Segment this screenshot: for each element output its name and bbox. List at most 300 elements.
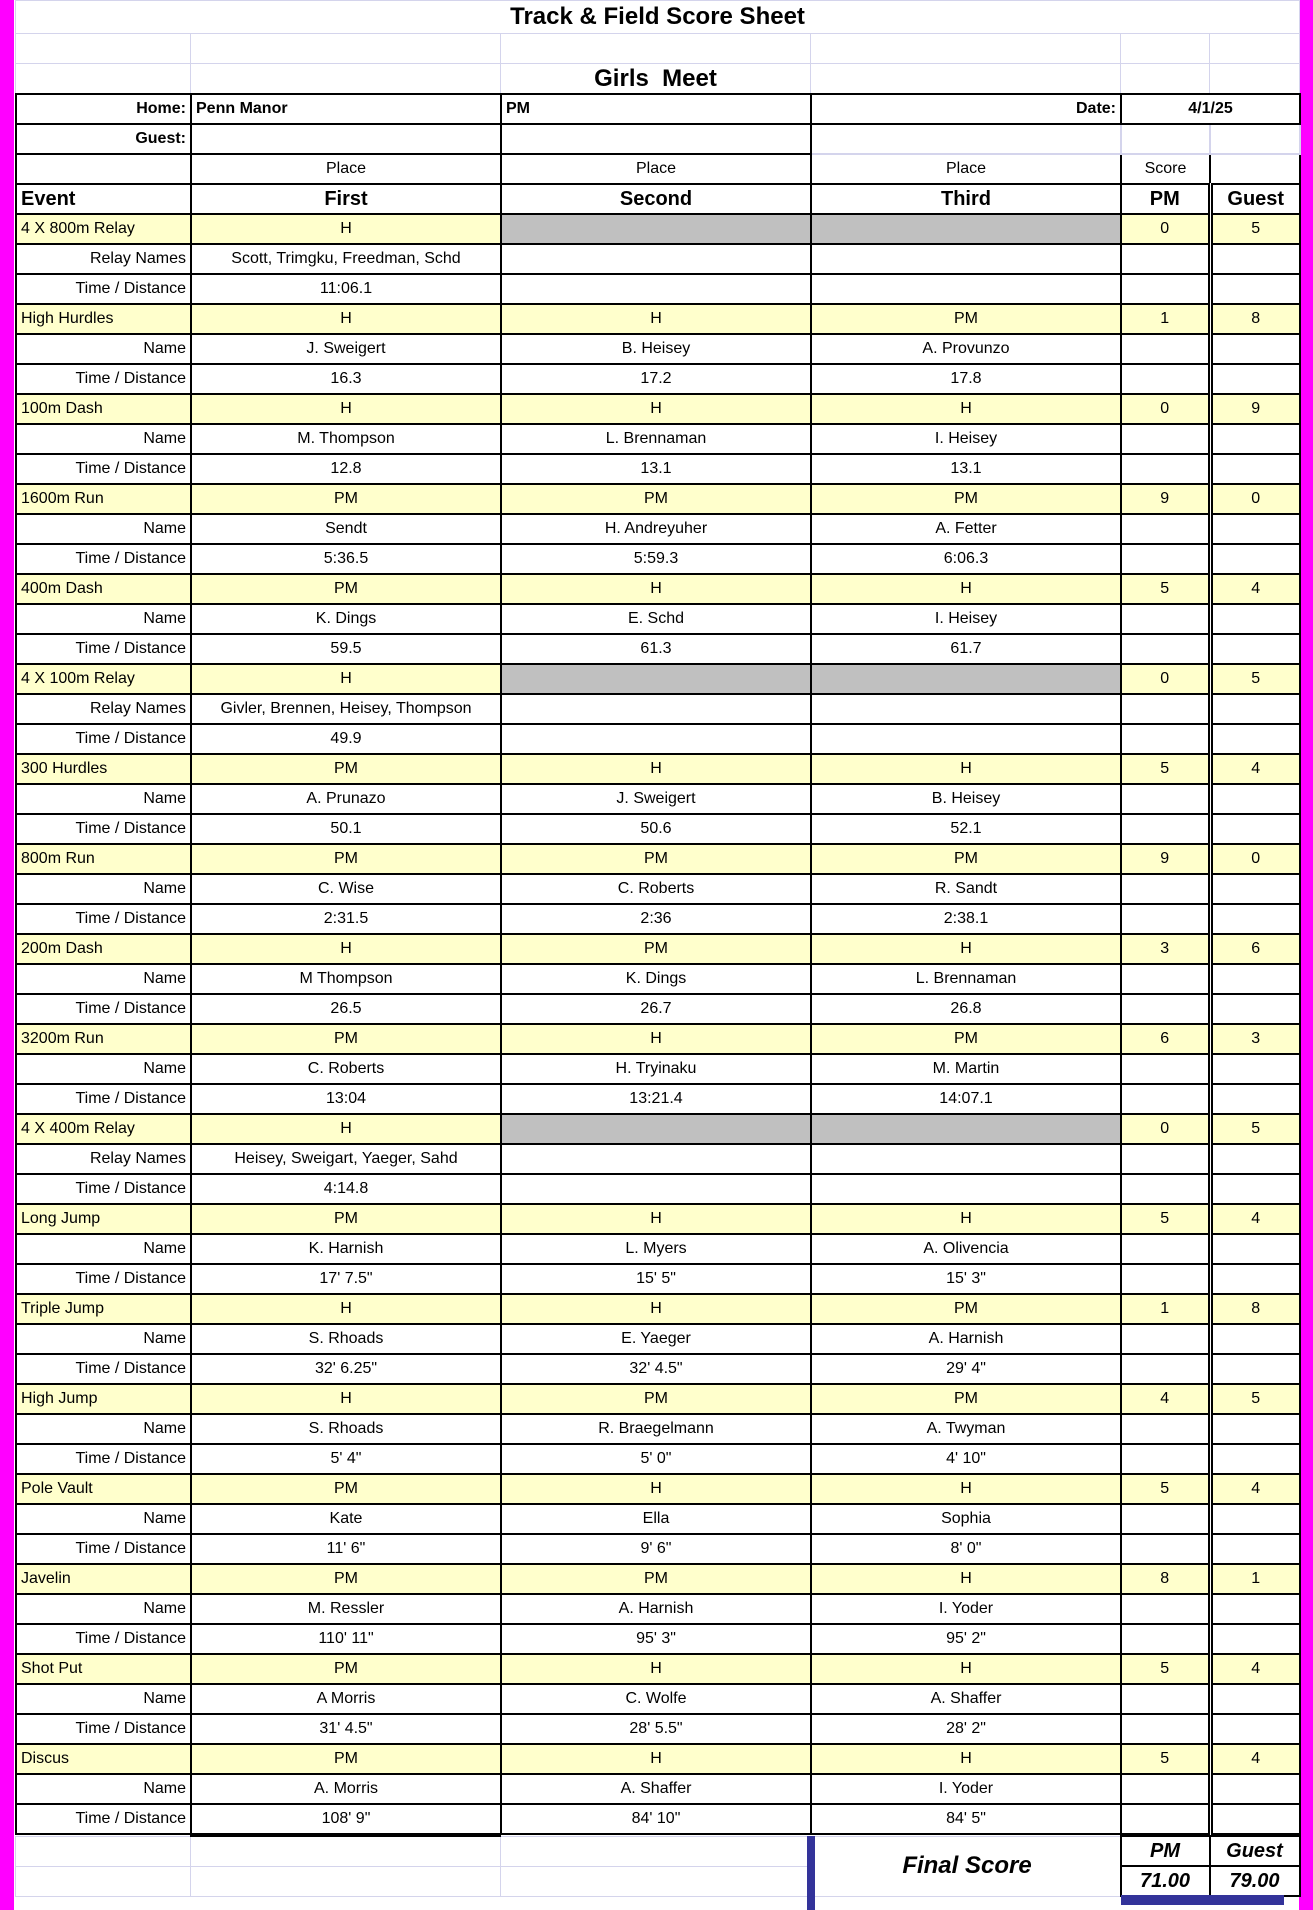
athlete-name[interactable]: A. Fetter [811, 514, 1121, 544]
athlete-name[interactable] [811, 694, 1121, 724]
time-distance-value[interactable]: 13.1 [811, 454, 1121, 484]
event-name: Shot Put [16, 1654, 191, 1684]
blank-cell[interactable] [1210, 1504, 1300, 1534]
time-distance-value[interactable]: 84' 5" [811, 1804, 1121, 1834]
time-distance-value[interactable]: 9' 6" [501, 1534, 811, 1564]
guest-score[interactable]: 9 [1210, 394, 1300, 424]
third-place-team[interactable]: H [811, 574, 1121, 604]
first-place-team[interactable]: PM [191, 1474, 501, 1504]
third-place-team[interactable]: PM [811, 844, 1121, 874]
blank-cell[interactable] [1121, 454, 1210, 484]
athlete-name[interactable]: A. Olivencia [811, 1234, 1121, 1264]
blank-cell[interactable] [1210, 1174, 1300, 1204]
third-place-team[interactable]: H [811, 1744, 1121, 1774]
guest-score[interactable]: 5 [1210, 214, 1300, 244]
second-place-team[interactable]: H [501, 304, 811, 334]
time-distance-value[interactable]: 26.5 [191, 994, 501, 1024]
third-place-team[interactable]: H [811, 1204, 1121, 1234]
second-place-team[interactable]: H [501, 1024, 811, 1054]
blank-cell[interactable] [1210, 1144, 1300, 1174]
time-distance-value[interactable]: 13:21.4 [501, 1084, 811, 1114]
blank-cell[interactable] [501, 1836, 811, 1866]
blank-cell[interactable] [1210, 1264, 1300, 1294]
athlete-name[interactable]: A. Shaffer [811, 1684, 1121, 1714]
athlete-name[interactable] [501, 1144, 811, 1174]
time-distance-value[interactable]: 17.2 [501, 364, 811, 394]
time-distance-value[interactable]: 15' 3" [811, 1264, 1121, 1294]
athlete-name[interactable]: S. Rhoads [191, 1414, 501, 1444]
guest-score[interactable]: 3 [1210, 1024, 1300, 1054]
blank-cell[interactable] [1121, 724, 1210, 754]
blank-cell[interactable] [501, 34, 811, 64]
blank-cell[interactable] [1121, 1804, 1210, 1834]
athlete-name[interactable]: C. Roberts [191, 1054, 501, 1084]
blank-cell[interactable] [1121, 1594, 1210, 1624]
time-distance-value[interactable]: 28' 5.5" [501, 1714, 811, 1744]
time-distance-value[interactable]: 59.5 [191, 634, 501, 664]
third-place-team[interactable]: PM [811, 484, 1121, 514]
pm-score[interactable]: 9 [1121, 844, 1210, 874]
blank-cell[interactable] [1121, 1624, 1210, 1654]
blank-cell[interactable] [1121, 1054, 1210, 1084]
athlete-name[interactable]: C. Wolfe [501, 1684, 811, 1714]
first-place-team[interactable]: PM [191, 1204, 501, 1234]
pm-score[interactable]: 5 [1121, 1204, 1210, 1234]
time-distance-value[interactable]: 5:59.3 [501, 544, 811, 574]
pm-score[interactable]: 0 [1121, 1114, 1210, 1144]
blank-cell[interactable] [1210, 1444, 1300, 1474]
first-place-team[interactable]: PM [191, 1654, 501, 1684]
athlete-name[interactable]: K. Dings [191, 604, 501, 634]
athlete-name[interactable]: M. Thompson [191, 424, 501, 454]
second-place-team[interactable]: PM [501, 484, 811, 514]
time-distance-value[interactable]: 12.8 [191, 454, 501, 484]
athlete-name[interactable]: B. Heisey [811, 784, 1121, 814]
athlete-name[interactable] [501, 244, 811, 274]
blank-cell[interactable] [1121, 784, 1210, 814]
time-distance-value[interactable]: 14:07.1 [811, 1084, 1121, 1114]
second-place-team[interactable]: PM [501, 1564, 811, 1594]
guest-score[interactable]: 0 [1210, 844, 1300, 874]
time-distance-value[interactable]: 52.1 [811, 814, 1121, 844]
athlete-name[interactable]: E. Yaeger [501, 1324, 811, 1354]
blank-cell[interactable] [1121, 1714, 1210, 1744]
guest-score[interactable]: 1 [1210, 1564, 1300, 1594]
athlete-name[interactable]: I. Heisey [811, 604, 1121, 634]
blank-cell[interactable] [1121, 514, 1210, 544]
guest-team[interactable] [191, 124, 501, 154]
pm-score[interactable]: 3 [1121, 934, 1210, 964]
athlete-name[interactable]: C. Wise [191, 874, 501, 904]
time-distance-value[interactable]: 32' 6.25" [191, 1354, 501, 1384]
first-place-team[interactable]: H [191, 304, 501, 334]
athlete-name[interactable]: Ella [501, 1504, 811, 1534]
time-distance-value[interactable]: 28' 2" [811, 1714, 1121, 1744]
blank-cell[interactable] [1210, 334, 1300, 364]
time-distance-value[interactable]: 13:04 [191, 1084, 501, 1114]
time-distance-value[interactable]: 11:06.1 [191, 274, 501, 304]
pm-score[interactable]: 1 [1121, 1294, 1210, 1324]
athlete-name[interactable]: A. Provunzo [811, 334, 1121, 364]
athlete-name[interactable]: A. Prunazo [191, 784, 501, 814]
first-place-team[interactable]: H [191, 394, 501, 424]
blank-cell[interactable] [1210, 64, 1300, 94]
blank-cell[interactable] [1210, 904, 1300, 934]
guest-abbrev[interactable] [501, 124, 811, 154]
athlete-name[interactable]: M Thompson [191, 964, 501, 994]
first-place-team[interactable]: PM [191, 1564, 501, 1594]
athlete-name[interactable]: I. Heisey [811, 424, 1121, 454]
blank-cell[interactable] [1121, 1414, 1210, 1444]
time-distance-value[interactable]: 31' 4.5" [191, 1714, 501, 1744]
time-distance-value[interactable]: 2:36 [501, 904, 811, 934]
third-place-team[interactable]: H [811, 1654, 1121, 1684]
second-place-team[interactable]: H [501, 1204, 811, 1234]
second-place-team[interactable]: H [501, 1294, 811, 1324]
pm-score[interactable]: 5 [1121, 1654, 1210, 1684]
blank-cell[interactable] [1121, 1324, 1210, 1354]
blank-cell[interactable] [811, 34, 1121, 64]
pm-score[interactable]: 5 [1121, 1474, 1210, 1504]
athlete-name[interactable]: L. Brennaman [811, 964, 1121, 994]
blank-cell[interactable] [1121, 1684, 1210, 1714]
second-place-team[interactable]: H [501, 754, 811, 784]
guest-score[interactable]: 4 [1210, 1204, 1300, 1234]
time-distance-value[interactable] [501, 1174, 811, 1204]
pm-score[interactable]: 0 [1121, 214, 1210, 244]
time-distance-value[interactable]: 6:06.3 [811, 544, 1121, 574]
athlete-name[interactable]: M. Ressler [191, 1594, 501, 1624]
blank-cell[interactable] [1121, 34, 1210, 64]
time-distance-value[interactable]: 15' 5" [501, 1264, 811, 1294]
blank-cell[interactable] [1121, 694, 1210, 724]
blank-cell[interactable] [1210, 34, 1300, 64]
time-distance-value[interactable]: 4:14.8 [191, 1174, 501, 1204]
third-place-team[interactable]: H [811, 754, 1121, 784]
time-distance-value[interactable] [811, 724, 1121, 754]
pm-score[interactable]: 9 [1121, 484, 1210, 514]
blank-cell[interactable] [1210, 604, 1300, 634]
pm-score[interactable]: 0 [1121, 394, 1210, 424]
blank-cell[interactable] [1210, 724, 1300, 754]
blank-cell[interactable] [1121, 1354, 1210, 1384]
first-place-team[interactable]: PM [191, 844, 501, 874]
third-place-team[interactable] [811, 664, 1121, 694]
athlete-name[interactable]: R. Braegelmann [501, 1414, 811, 1444]
blank-cell[interactable] [1210, 1054, 1300, 1084]
blank-cell[interactable] [501, 1866, 811, 1896]
time-distance-value[interactable] [501, 274, 811, 304]
pm-score[interactable]: 8 [1121, 1564, 1210, 1594]
third-place-team[interactable] [811, 214, 1121, 244]
blank-cell[interactable] [1210, 994, 1300, 1024]
blank-cell[interactable] [1121, 964, 1210, 994]
second-place-team[interactable] [501, 214, 811, 244]
blank-cell[interactable] [16, 1836, 191, 1866]
time-distance-value[interactable]: 26.7 [501, 994, 811, 1024]
time-distance-value[interactable]: 32' 4.5" [501, 1354, 811, 1384]
athlete-name[interactable]: L. Myers [501, 1234, 811, 1264]
athlete-name[interactable]: A. Shaffer [501, 1774, 811, 1804]
first-place-team[interactable]: H [191, 1294, 501, 1324]
blank-cell[interactable] [1210, 784, 1300, 814]
blank-cell[interactable] [1210, 1534, 1300, 1564]
athlete-name[interactable] [811, 1144, 1121, 1174]
athlete-name[interactable]: Scott, Trimgku, Freedman, Schd [191, 244, 501, 274]
time-distance-value[interactable]: 108' 9" [191, 1804, 501, 1834]
blank-cell[interactable] [1210, 694, 1300, 724]
meet-date[interactable]: 4/1/25 [1121, 94, 1300, 124]
blank-cell[interactable] [811, 64, 1121, 94]
time-distance-value[interactable]: 5' 4" [191, 1444, 501, 1474]
athlete-name[interactable]: A. Harnish [811, 1324, 1121, 1354]
time-distance-value[interactable] [811, 1174, 1121, 1204]
blank-cell[interactable] [1121, 1774, 1210, 1804]
pm-score[interactable]: 5 [1121, 574, 1210, 604]
third-place-team[interactable]: PM [811, 304, 1121, 334]
blank-cell[interactable] [1210, 274, 1300, 304]
blank-cell[interactable] [1121, 244, 1210, 274]
athlete-name[interactable]: E. Schd [501, 604, 811, 634]
athlete-name[interactable] [811, 244, 1121, 274]
blank-cell[interactable] [1121, 334, 1210, 364]
third-place-team[interactable]: PM [811, 1024, 1121, 1054]
third-place-team[interactable] [811, 1114, 1121, 1144]
blank-cell[interactable] [1121, 904, 1210, 934]
guest-score[interactable]: 4 [1210, 1654, 1300, 1684]
time-distance-value[interactable] [501, 724, 811, 754]
guest-score[interactable]: 0 [1210, 484, 1300, 514]
blank-cell[interactable] [1121, 274, 1210, 304]
blank-cell[interactable] [1210, 454, 1300, 484]
first-place-team[interactable]: PM [191, 574, 501, 604]
athlete-name[interactable]: J. Sweigert [501, 784, 811, 814]
blank-cell[interactable] [191, 1836, 501, 1866]
time-distance-value[interactable]: 50.1 [191, 814, 501, 844]
blank-cell[interactable] [1121, 1144, 1210, 1174]
blank-cell[interactable] [1210, 514, 1300, 544]
blank-cell[interactable] [1121, 1264, 1210, 1294]
second-place-team[interactable]: H [501, 1654, 811, 1684]
blank-cell[interactable] [1121, 604, 1210, 634]
time-distance-value[interactable]: 5' 0" [501, 1444, 811, 1474]
athlete-name[interactable]: Kate [191, 1504, 501, 1534]
blank-cell[interactable] [1210, 244, 1300, 274]
guest-score[interactable]: 5 [1210, 664, 1300, 694]
blank-cell[interactable] [1210, 1234, 1300, 1264]
athlete-name[interactable]: C. Roberts [501, 874, 811, 904]
blank-cell[interactable] [1121, 874, 1210, 904]
guest-score[interactable]: 4 [1210, 1744, 1300, 1774]
time-distance-value[interactable]: 5:36.5 [191, 544, 501, 574]
blank-cell[interactable] [191, 1866, 501, 1896]
athlete-name[interactable]: A Morris [191, 1684, 501, 1714]
name-row-label: Name [16, 964, 191, 994]
blank-cell[interactable] [1121, 1174, 1210, 1204]
third-place-team[interactable]: H [811, 1474, 1121, 1504]
blank-cell[interactable] [1210, 964, 1300, 994]
blank-cell[interactable] [1210, 424, 1300, 454]
blank-cell[interactable] [1210, 1594, 1300, 1624]
first-place-team[interactable]: H [191, 934, 501, 964]
first-place-team[interactable]: H [191, 1384, 501, 1414]
athlete-name[interactable]: I. Yoder [811, 1774, 1121, 1804]
athlete-name[interactable]: K. Dings [501, 964, 811, 994]
blank-cell[interactable] [191, 64, 501, 94]
guest-score[interactable]: 4 [1210, 1474, 1300, 1504]
time-distance-value[interactable]: 84' 10" [501, 1804, 811, 1834]
blank-cell[interactable] [1121, 1444, 1210, 1474]
athlete-name[interactable]: Sophia [811, 1504, 1121, 1534]
blank-cell[interactable] [1210, 1684, 1300, 1714]
pm-score[interactable]: 1 [1121, 304, 1210, 334]
time-distance-value[interactable]: 110' 11" [191, 1624, 501, 1654]
blank-cell[interactable] [1121, 424, 1210, 454]
blank-cell[interactable] [16, 34, 191, 64]
time-distance-value[interactable]: 95' 2" [811, 1624, 1121, 1654]
time-distance-value[interactable]: 95' 3" [501, 1624, 811, 1654]
pm-score[interactable]: 0 [1121, 664, 1210, 694]
third-place-team[interactable]: H [811, 934, 1121, 964]
guest-score[interactable]: 8 [1210, 304, 1300, 334]
third-place-team[interactable]: H [811, 1564, 1121, 1594]
blank-cell[interactable] [811, 124, 1121, 154]
third-place-team[interactable]: H [811, 394, 1121, 424]
blank-cell[interactable] [191, 34, 501, 64]
blank-cell[interactable] [1210, 1804, 1300, 1834]
blank-cell[interactable] [1210, 1084, 1300, 1114]
second-place-team[interactable]: PM [501, 844, 811, 874]
blank-cell[interactable] [16, 64, 191, 94]
guest-score[interactable]: 8 [1210, 1294, 1300, 1324]
blank-cell[interactable] [1210, 124, 1300, 154]
athlete-name[interactable]: B. Heisey [501, 334, 811, 364]
athlete-name[interactable]: R. Sandt [811, 874, 1121, 904]
blank-cell[interactable] [1121, 544, 1210, 574]
time-distance-value[interactable]: 50.6 [501, 814, 811, 844]
blank-cell[interactable] [1210, 874, 1300, 904]
time-distance-value[interactable]: 17' 7.5" [191, 1264, 501, 1294]
blank-cell[interactable] [1210, 1714, 1300, 1744]
second-place-team[interactable]: H [501, 574, 811, 604]
athlete-name[interactable]: L. Brennaman [501, 424, 811, 454]
athlete-name[interactable]: S. Rhoads [191, 1324, 501, 1354]
blank-cell[interactable] [1210, 1414, 1300, 1444]
second-place-team[interactable]: H [501, 1744, 811, 1774]
time-distance-value[interactable] [811, 274, 1121, 304]
second-place-team[interactable] [501, 664, 811, 694]
time-distance-value[interactable]: 8' 0" [811, 1534, 1121, 1564]
time-distance-value[interactable]: 16.3 [191, 364, 501, 394]
pm-score[interactable]: 4 [1121, 1384, 1210, 1414]
guest-score[interactable]: 6 [1210, 934, 1300, 964]
first-place-team[interactable]: H [191, 214, 501, 244]
athlete-name[interactable]: Heisey, Sweigart, Yaeger, Sahd [191, 1144, 501, 1174]
second-place-team[interactable]: H [501, 1474, 811, 1504]
athlete-name[interactable]: K. Harnish [191, 1234, 501, 1264]
pm-score[interactable]: 5 [1121, 1744, 1210, 1774]
event-name: 1600m Run [16, 484, 191, 514]
athlete-name[interactable]: A. Harnish [501, 1594, 811, 1624]
blank-cell[interactable] [1210, 1774, 1300, 1804]
first-place-team[interactable]: H [191, 1114, 501, 1144]
time-distance-value[interactable]: 29' 4" [811, 1354, 1121, 1384]
second-place-team[interactable]: PM [501, 934, 811, 964]
time-distance-value[interactable]: 61.7 [811, 634, 1121, 664]
time-distance-value[interactable]: 49.9 [191, 724, 501, 754]
blank-cell[interactable] [1121, 1084, 1210, 1114]
pm-score[interactable]: 5 [1121, 754, 1210, 784]
athlete-name[interactable]: H. Tryinaku [501, 1054, 811, 1084]
first-place-team[interactable]: PM [191, 1024, 501, 1054]
first-place-team[interactable]: PM [191, 484, 501, 514]
time-distance-value[interactable]: 61.3 [501, 634, 811, 664]
blank-cell[interactable] [1121, 364, 1210, 394]
athlete-name[interactable]: Sendt [191, 514, 501, 544]
home-team[interactable]: Penn Manor [191, 94, 501, 124]
guest-score[interactable]: 5 [1210, 1114, 1300, 1144]
blank-cell[interactable] [1210, 1324, 1300, 1354]
athlete-name[interactable]: M. Martin [811, 1054, 1121, 1084]
blank-cell[interactable] [1121, 994, 1210, 1024]
second-place-team[interactable] [501, 1114, 811, 1144]
blank-cell[interactable] [1210, 1624, 1300, 1654]
second-place-team[interactable]: PM [501, 1384, 811, 1414]
athlete-name[interactable]: H. Andreyuher [501, 514, 811, 544]
guest-score[interactable]: 5 [1210, 1384, 1300, 1414]
blank-cell[interactable] [1121, 1534, 1210, 1564]
time-distance-value[interactable]: 4' 10" [811, 1444, 1121, 1474]
athlete-name[interactable] [501, 694, 811, 724]
athlete-name[interactable]: I. Yoder [811, 1594, 1121, 1624]
blank-cell[interactable] [1210, 544, 1300, 574]
time-distance-value[interactable]: 26.8 [811, 994, 1121, 1024]
blank-cell[interactable] [1121, 1234, 1210, 1264]
athlete-name[interactable]: A. Morris [191, 1774, 501, 1804]
athlete-name[interactable]: A. Twyman [811, 1414, 1121, 1444]
left-edge-bar [0, 0, 14, 1910]
guest-score[interactable]: 4 [1210, 754, 1300, 784]
first-place-team[interactable]: H [191, 664, 501, 694]
first-place-team[interactable]: PM [191, 1744, 501, 1774]
first-place-team[interactable]: PM [191, 754, 501, 784]
blank-cell[interactable] [1121, 1504, 1210, 1534]
time-distance-value[interactable]: 17.8 [811, 364, 1121, 394]
time-distance-value[interactable]: 2:38.1 [811, 904, 1121, 934]
guest-score[interactable]: 4 [1210, 574, 1300, 604]
blank-cell[interactable] [1121, 814, 1210, 844]
time-distance-value[interactable]: 2:31.5 [191, 904, 501, 934]
home-abbrev[interactable]: PM [501, 94, 811, 124]
time-distance-value[interactable]: 11' 6" [191, 1534, 501, 1564]
athlete-name[interactable]: Givler, Brennen, Heisey, Thompson [191, 694, 501, 724]
blank-cell[interactable] [1210, 1354, 1300, 1384]
blank-cell[interactable] [1210, 634, 1300, 664]
blank-cell[interactable] [1210, 364, 1300, 394]
athlete-name[interactable]: J. Sweigert [191, 334, 501, 364]
third-place-team[interactable]: PM [811, 1294, 1121, 1324]
second-place-team[interactable]: H [501, 394, 811, 424]
event-name: 800m Run [16, 844, 191, 874]
blank-cell[interactable] [1121, 634, 1210, 664]
pm-score[interactable]: 6 [1121, 1024, 1210, 1054]
blank-cell[interactable] [16, 1866, 191, 1896]
blank-cell[interactable] [1121, 124, 1210, 154]
third-place-team[interactable]: PM [811, 1384, 1121, 1414]
blank-cell[interactable] [1210, 814, 1300, 844]
blank-cell[interactable] [1121, 64, 1210, 94]
time-distance-value[interactable]: 13.1 [501, 454, 811, 484]
